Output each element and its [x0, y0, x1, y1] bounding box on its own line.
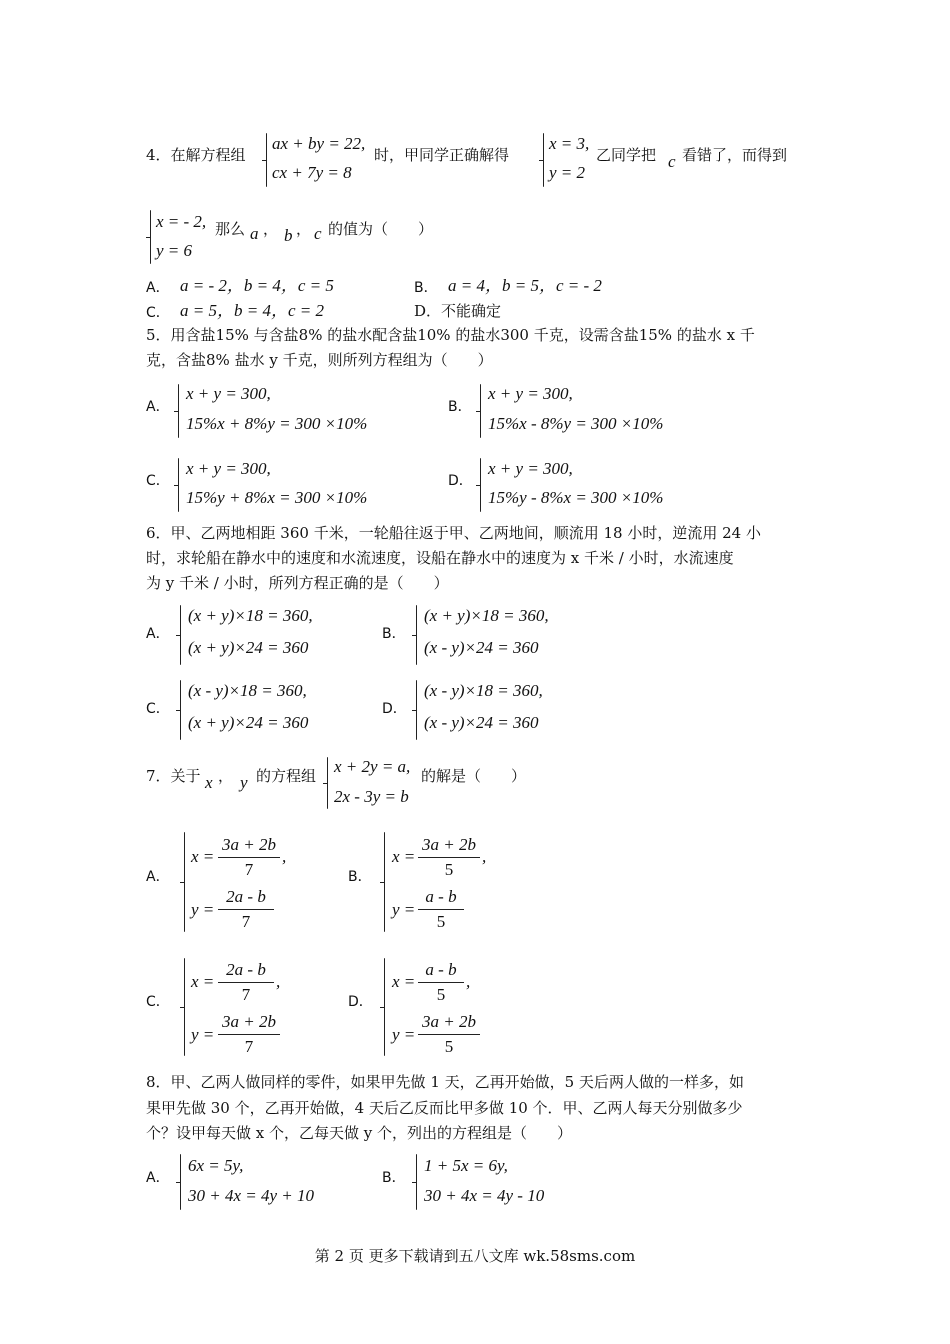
q6-stem-line-1: 6．甲、乙两地相距 360 千米，一轮船往返于甲、乙两地间，顺流用 18 小时，逆流用 24 小	[146, 524, 761, 542]
q6-option-a-line-2: (x + y)×24 = 360	[188, 638, 309, 657]
q5-option-b-label: B．	[448, 399, 472, 415]
q5-option-c-brace	[178, 458, 179, 512]
q7-option-b-x-numerator: 3a + 2b	[422, 835, 476, 854]
q7-option-c-label: C．	[146, 994, 170, 1010]
q7-option-d-y-denominator: 5	[444, 1037, 454, 1056]
q6-option-a-line-1: (x + y)×18 = 360,	[188, 606, 313, 625]
q7-option-b-y-numerator: a - b	[425, 887, 457, 906]
q7-option-d-y-eq: y =	[392, 1025, 416, 1044]
q4-ask-2: 的值为（ ）	[328, 220, 434, 238]
q5-option-b-line-1: x + y = 300,	[488, 384, 573, 403]
q5-option-a-label: A．	[146, 399, 170, 415]
q6-option-c-label: C．	[146, 701, 170, 717]
q6-option-b-line-1: (x + y)×18 = 360,	[424, 606, 549, 625]
q8-option-b-brace	[416, 1154, 417, 1210]
q8-option-b-line-1: 1 + 5x = 6y,	[424, 1156, 508, 1175]
q4-mid2-text: 乙同学把	[596, 146, 657, 164]
q8-option-a-line-1: 6x = 5y,	[188, 1156, 244, 1175]
q7-option-a-x-numerator: 3a + 2b	[222, 835, 276, 854]
q4-system-line-2: cx + 7y = 8	[272, 163, 352, 182]
q6-option-d-line-2: (x - y)×24 = 360	[424, 713, 539, 732]
q8-stem-line-1: 8．甲、乙两人做同样的零件，如果甲先做 1 天，乙再开始做，5 天后两人做的一样多，如	[146, 1073, 744, 1091]
q8-option-a-line-2: 30 + 4x = 4y + 10	[188, 1186, 315, 1205]
q5-option-b-brace	[480, 384, 481, 438]
page-footer: 第 2 页 更多下载请到五八文库 wk.58sms.com	[314, 1247, 636, 1265]
q6-stem-line-2: 时，求轮船在静水中的速度和水流速度，设船在静水中的速度为 x 千米 / 小时，水流速度	[146, 549, 734, 567]
q4-sep-2: ，	[296, 220, 312, 238]
q7-option-b-x-denominator: 5	[444, 860, 454, 879]
q4-solution-1-line-1: x = 3,	[549, 134, 590, 153]
q5-stem-line-2: 克，含盐8% 盐水 y 千克，则所列方程组为（ ）	[146, 351, 493, 369]
q6-option-c-line-2: (x + y)×24 = 360	[188, 713, 309, 732]
q7-option-c-comma: ,	[276, 972, 281, 991]
q7-option-d-y-numerator: 3a + 2b	[422, 1012, 476, 1031]
q6-option-d-line-1: (x - y)×18 = 360,	[424, 681, 543, 700]
q7-option-a-y-numerator: 2a - b	[226, 887, 266, 906]
q7-option-d-x-numerator: a - b	[425, 960, 457, 979]
q5-option-c-line-1: x + y = 300,	[186, 459, 271, 478]
q7-option-b-brace	[384, 832, 385, 932]
q7-option-d-comma: ,	[466, 972, 471, 991]
q7-option-a-y-denominator: 7	[241, 912, 251, 931]
q7-option-c-y-denominator: 7	[244, 1037, 254, 1056]
q4-prefix: 4．在解方程组	[146, 146, 246, 164]
q7-option-c-y-bar	[218, 1034, 280, 1035]
q7-option-c-x-eq: x =	[191, 972, 215, 991]
q4-brace-2	[543, 133, 544, 187]
q6-option-d-brace	[416, 680, 417, 740]
q7-option-a-x-bar	[218, 857, 280, 858]
q6-option-a-brace	[180, 605, 181, 665]
q6-option-b-label: B．	[382, 626, 406, 642]
q7-option-a-y-bar	[218, 909, 274, 910]
q7-option-a-x-eq: x =	[191, 847, 215, 866]
q4-solution-1-line-2: y = 2	[549, 163, 586, 182]
q5-option-b-line-2: 15%x - 8%y = 300 ×10%	[488, 414, 664, 433]
q7-system-line-2: 2x - 3y = b	[334, 787, 409, 806]
q7-option-c-x-denominator: 7	[241, 985, 251, 1004]
q5-option-a-line-1: x + y = 300,	[186, 384, 271, 403]
q4-option-b-text: a = 4，b = 5，c = - 2	[448, 276, 602, 295]
q5-option-d-line-1: x + y = 300,	[488, 459, 573, 478]
q4-brace-3	[150, 210, 151, 264]
q7-option-c-y-numerator: 3a + 2b	[222, 1012, 276, 1031]
q7-prefix: 7．关于	[146, 767, 201, 785]
q7-option-b-y-eq: y =	[392, 900, 416, 919]
q7-option-d-x-denominator: 5	[436, 985, 446, 1004]
q7-option-d-y-bar	[418, 1034, 480, 1035]
q7-var-x: x	[205, 773, 213, 792]
q7-option-b-x-bar	[418, 857, 480, 858]
q7-option-a-brace	[184, 832, 185, 932]
q5-option-d-brace	[480, 458, 481, 512]
q8-option-a-brace	[180, 1154, 181, 1210]
q4-brace-1	[266, 133, 267, 187]
q5-option-c-line-2: 15%y + 8%x = 300 ×10%	[186, 488, 368, 507]
q6-option-c-line-1: (x - y)×18 = 360,	[188, 681, 307, 700]
q4-tail-text: 看错了，而得到	[682, 146, 788, 164]
q7-option-d-brace	[384, 958, 385, 1056]
q4-solution-2-line-2: y = 6	[156, 241, 193, 260]
q7-tail: 的解是（ ）	[421, 767, 527, 785]
q4-var-c-2: c	[314, 224, 322, 243]
q7-option-b-label: B．	[348, 869, 372, 885]
q4-ask-1: 那么	[215, 220, 246, 238]
q7-option-d-label: D．	[348, 994, 373, 1010]
q7-option-b-y-bar	[418, 909, 464, 910]
q6-option-b-line-2: (x - y)×24 = 360	[424, 638, 539, 657]
q4-var-a: a	[250, 224, 259, 243]
q4-option-b-label: B．	[414, 280, 438, 296]
q4-sep-1: ，	[263, 220, 279, 238]
q4-mid-text: 时，甲同学正确解得	[374, 146, 510, 164]
q7-option-c-brace	[184, 958, 185, 1056]
q4-option-c-label: C．	[146, 305, 170, 321]
q7-option-a-y-eq: y =	[191, 900, 215, 919]
q8-stem-line-3: 个？设甲每天做 x 个，乙每天做 y 个，列出的方程组是（ ）	[146, 1124, 573, 1142]
q5-stem-line-1: 5．用含盐15% 与含盐8% 的盐水配含盐10% 的盐水300 千克，设需含盐15% 的盐水 x 千	[146, 326, 755, 344]
q4-option-a-text: a = - 2，b = 4，c = 5	[180, 276, 334, 295]
q6-option-b-brace	[416, 605, 417, 665]
q7-sep: ，	[218, 767, 234, 785]
q7-option-d-x-eq: x =	[392, 972, 416, 991]
q7-option-a-x-denominator: 7	[244, 860, 254, 879]
q8-option-b-label: B．	[382, 1170, 406, 1186]
q6-option-c-brace	[180, 680, 181, 740]
q8-option-b-line-2: 30 + 4x = 4y - 10	[424, 1186, 545, 1205]
q5-option-a-brace	[178, 384, 179, 438]
q7-option-b-comma: ,	[482, 847, 487, 866]
q6-option-a-label: A．	[146, 626, 170, 642]
q7-option-a-comma: ,	[282, 847, 287, 866]
q5-option-d-line-2: 15%y - 8%x = 300 ×10%	[488, 488, 664, 507]
q5-option-d-label: D．	[448, 473, 473, 489]
q4-option-a-label: A．	[146, 280, 170, 296]
q8-stem-line-2: 果甲先做 30 个，乙再开始做，4 天后乙反而比甲多做 10 个．甲、乙两人每天分别做多少	[146, 1099, 743, 1117]
q7-option-b-y-denominator: 5	[436, 912, 446, 931]
q7-option-b-x-eq: x =	[392, 847, 416, 866]
q8-option-a-label: A．	[146, 1170, 170, 1186]
q7-option-c-x-bar	[218, 982, 274, 983]
q7-mid: 的方程组	[256, 767, 317, 785]
q7-system-brace	[327, 757, 328, 809]
q7-option-c-y-eq: y =	[191, 1025, 215, 1044]
q7-system-line-1: x + 2y = a,	[334, 757, 411, 776]
q6-stem-line-3: 为 y 千米 / 小时，所列方程正确的是（ ）	[146, 574, 449, 592]
q7-option-a-label: A．	[146, 869, 170, 885]
q7-option-c-x-numerator: 2a - b	[226, 960, 266, 979]
q7-var-y: y	[240, 773, 248, 792]
q4-var-c: c	[668, 152, 676, 171]
q4-system-line-1: ax + by = 22,	[272, 134, 366, 153]
q5-option-a-line-2: 15%x + 8%y = 300 ×10%	[186, 414, 368, 433]
q7-option-d-x-bar	[418, 982, 464, 983]
q5-option-c-label: C．	[146, 473, 170, 489]
q6-option-d-label: D．	[382, 701, 407, 717]
q4-var-b: b	[284, 226, 293, 245]
q4-option-c-text: a = 5，b = 4，c = 2	[180, 301, 324, 320]
q4-solution-2-line-1: x = - 2,	[156, 212, 207, 231]
q4-option-d: D．不能确定	[414, 302, 502, 320]
